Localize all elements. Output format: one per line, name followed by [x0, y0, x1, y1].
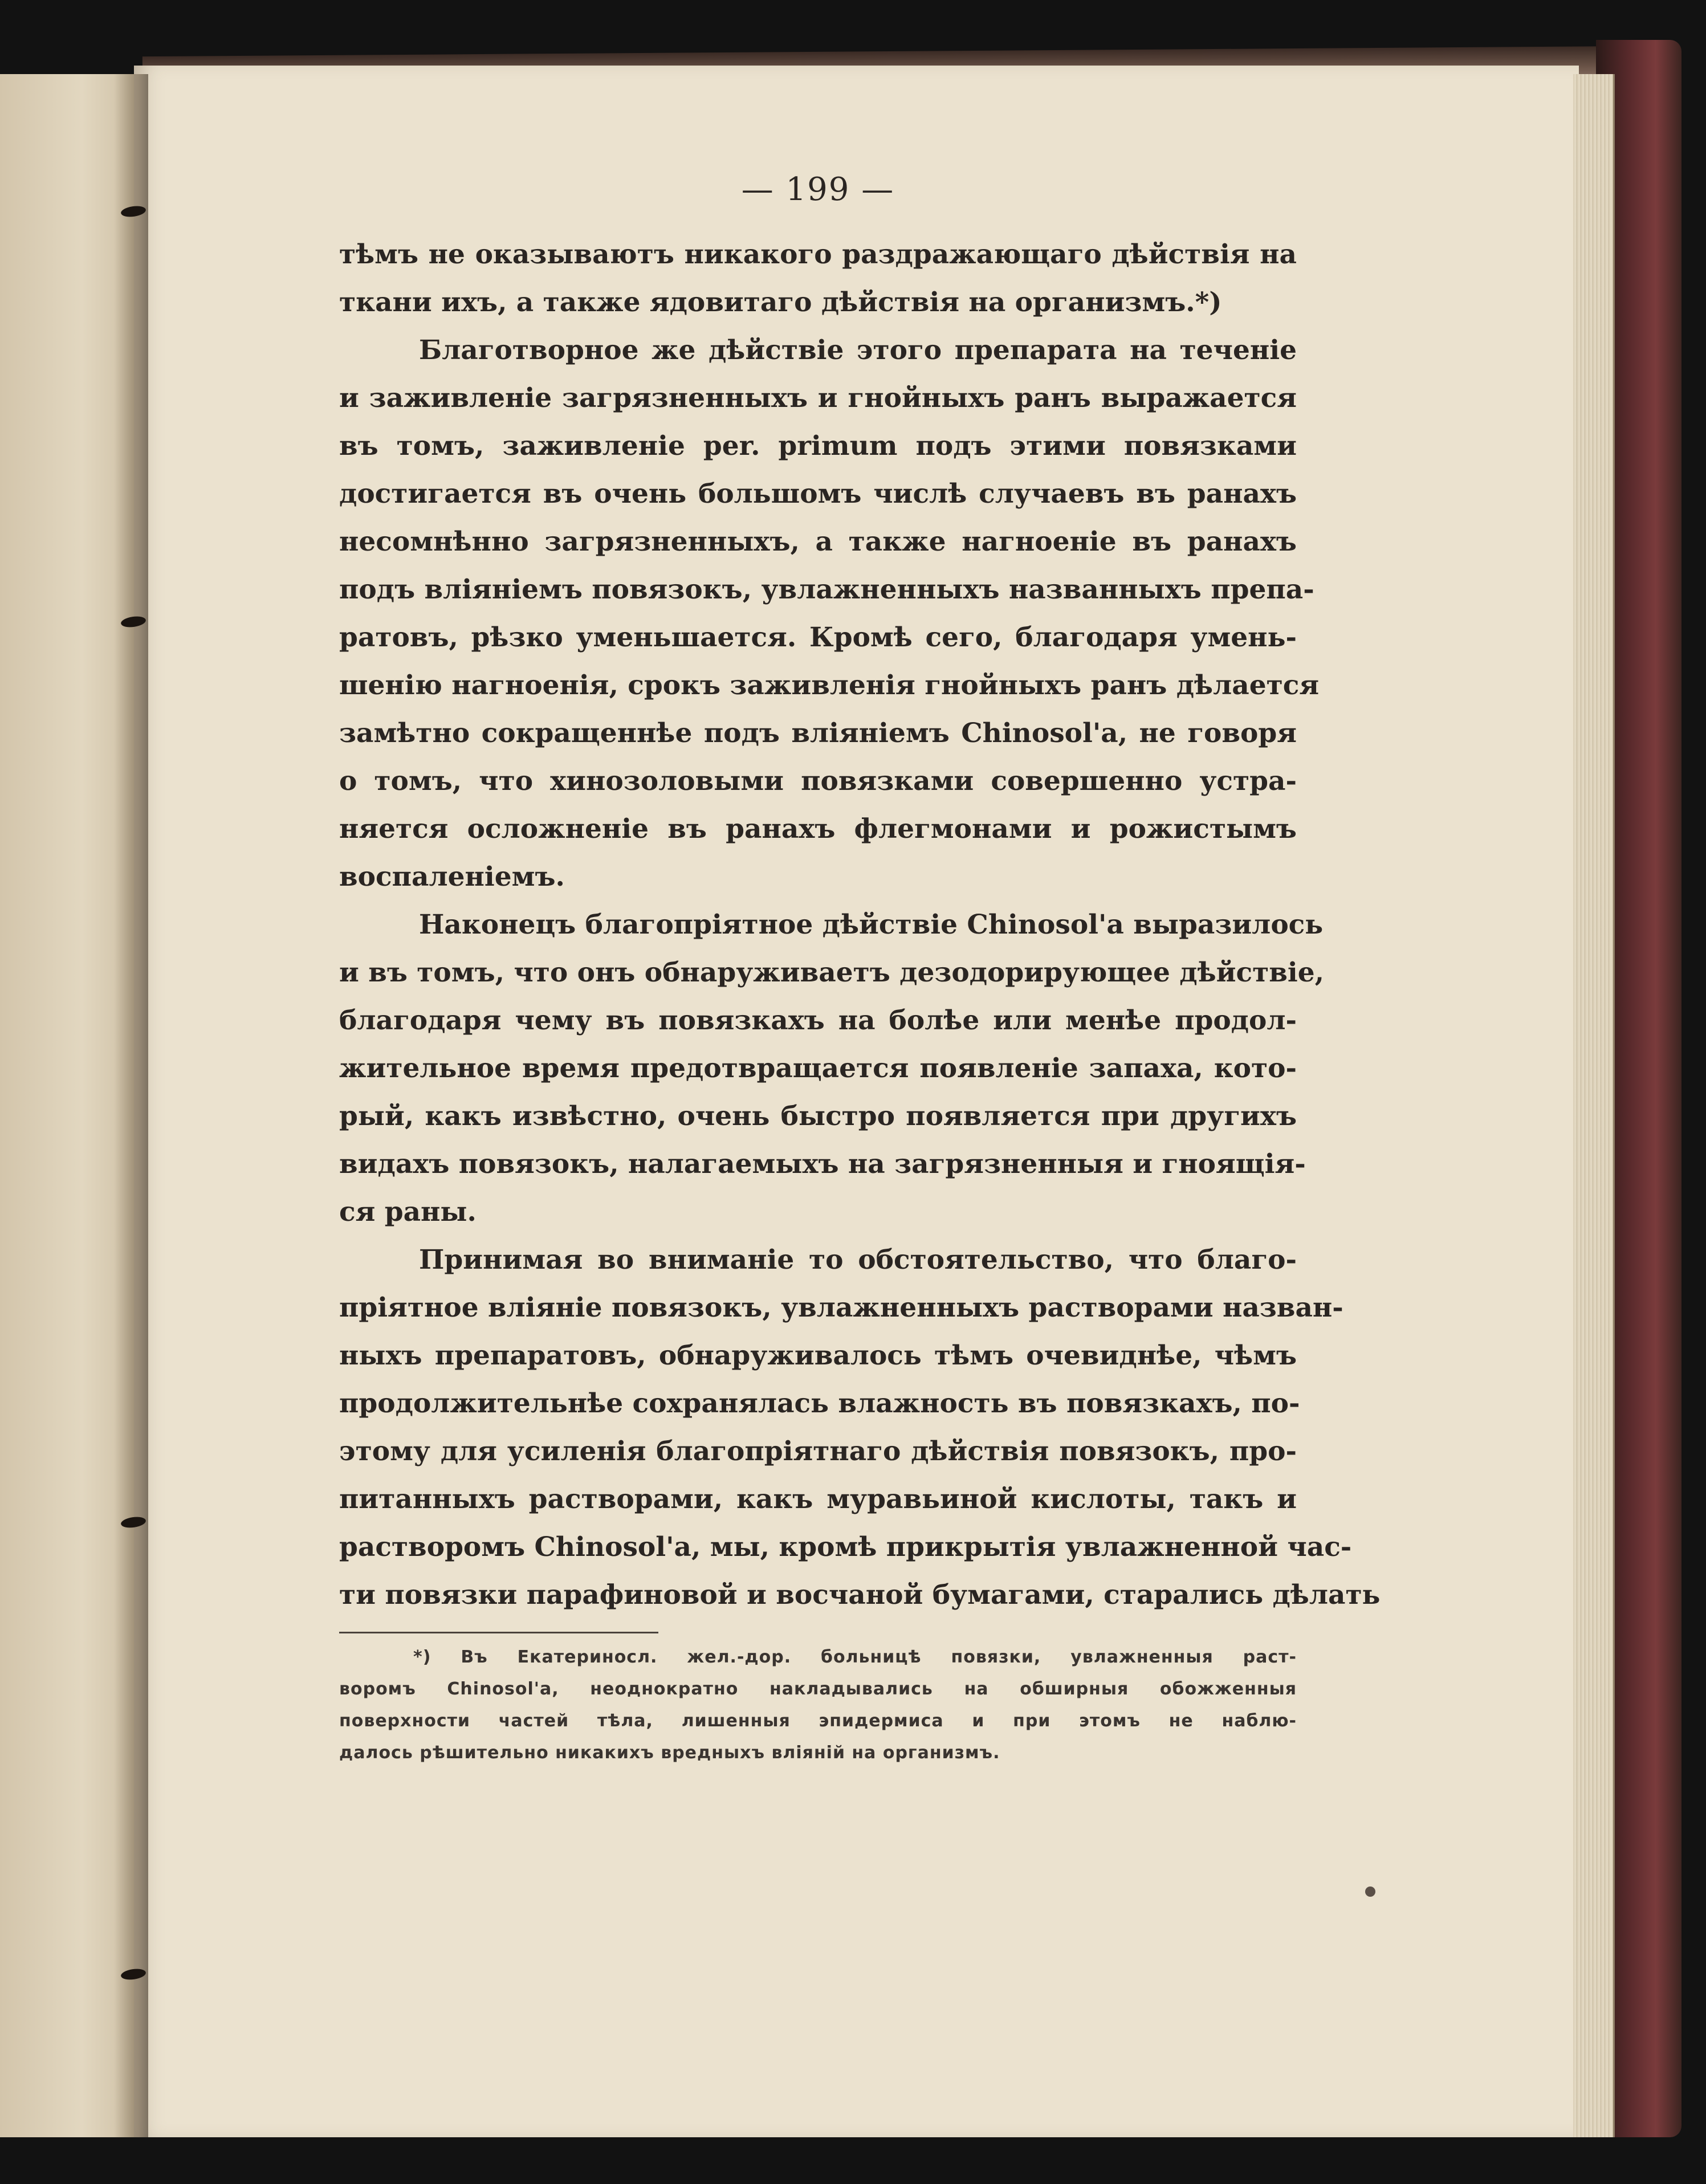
text-line: шенію нагноенія, срокъ заживленія гнойныхъ ранъ дѣлается [339, 670, 1320, 701]
footnote-line: воромъ Chinosol'a, неоднократно накладывались на обширныя обожженныя [339, 1679, 1297, 1699]
page-text-block [339, 171, 1381, 1769]
text-line: ныхъ препаратовъ, обнаруживалось тѣмъ очевиднѣе, чѣмъ [339, 1340, 1297, 1371]
text-line: о томъ, что хинозоловыми повязками совершенно устра- [339, 765, 1297, 797]
text-line: ти повязки парафиновой и восчаной бумагами, старались дѣлать [339, 1579, 1381, 1611]
footnote-divider [339, 1632, 658, 1633]
text-line: растворомъ Chinosol'a, мы, кромѣ прикрытія увлажненной час- [339, 1531, 1352, 1563]
text-line: няется осложненіе въ ранахъ флегмонами и рожистымъ [339, 813, 1297, 845]
paper-speck [1365, 1886, 1375, 1897]
text-line: питанныхъ растворами, какъ муравьиной кислоты, такъ и [339, 1484, 1297, 1515]
text-line: ся раны. [339, 1196, 477, 1228]
text-line: ратовъ, рѣзко уменьшается. Кромѣ сего, благодаря умень- [339, 622, 1297, 653]
footnote-line: поверхности частей тѣла, лишенныя эпидермиса и при этомъ не наблю- [339, 1711, 1297, 1731]
text-line: видахъ повязокъ, налагаемыхъ на загрязненныя и гноящія- [339, 1148, 1306, 1180]
text-line: въ томъ, заживленіе per. primum подъ этими повязками [339, 430, 1297, 462]
book-gutter [114, 74, 148, 2137]
text-line: рый, какъ извѣстно, очень быстро появляется при другихъ [339, 1101, 1297, 1132]
text-line: жительное время предотвращается появленіе запаха, кото- [339, 1053, 1297, 1084]
text-line: несомнѣнно загрязненныхъ, а также нагноеніе въ ранахъ [339, 526, 1297, 557]
page-number: — 199 — [741, 171, 895, 208]
text-line: продолжительнѣе сохранялась влажность въ повязкахъ, по- [339, 1388, 1300, 1419]
text-line: подъ вліяніемъ повязокъ, увлажненныхъ названныхъ препа- [339, 574, 1314, 605]
text-line: пріятное вліяніе повязокъ, увлажненныхъ растворами назван- [339, 1292, 1343, 1323]
text-line: этому для усиленія благопріятнаго дѣйствія повязокъ, про- [339, 1436, 1297, 1467]
text-line: Благотворное же дѣйствіе этого препарата на теченіе [419, 335, 1297, 366]
text-line: ткани ихъ, а также ядовитаго дѣйствія на организмъ.*) [339, 287, 1222, 318]
text-line: воспаленіемъ. [339, 861, 565, 893]
text-line: тѣмъ не оказываютъ никакого раздражающаго дѣйствія на [339, 239, 1297, 270]
text-line: замѣтно сокращеннѣе подъ вліяніемъ Chinosol'a, не говоря [339, 718, 1297, 749]
text-line: Наконецъ благопріятное дѣйствіе Chinosol'a выразилось [419, 909, 1324, 940]
text-line: и въ томъ, что онъ обнаруживаетъ дезодорирующее дѣйствіе, [339, 957, 1325, 988]
page-fore-edge [1573, 74, 1615, 2137]
text-line: благодаря чему въ повязкахъ на болѣе или менѣе продол- [339, 1005, 1297, 1036]
footnote-line: далось рѣшительно никакихъ вредныхъ вліяній на организмъ. [339, 1743, 1000, 1763]
footnote-line: *) Въ Екатериносл. жел.-дор. больницѣ повязки, увлажненныя раст- [413, 1647, 1297, 1667]
text-line: Принимая во вниманіе то обстоятельство, что благо- [419, 1244, 1297, 1276]
text-line: и заживленіе загрязненныхъ и гнойныхъ ранъ выражается [339, 382, 1297, 414]
text-line: достигается въ очень большомъ числѣ случаевъ въ ранахъ [339, 478, 1297, 510]
